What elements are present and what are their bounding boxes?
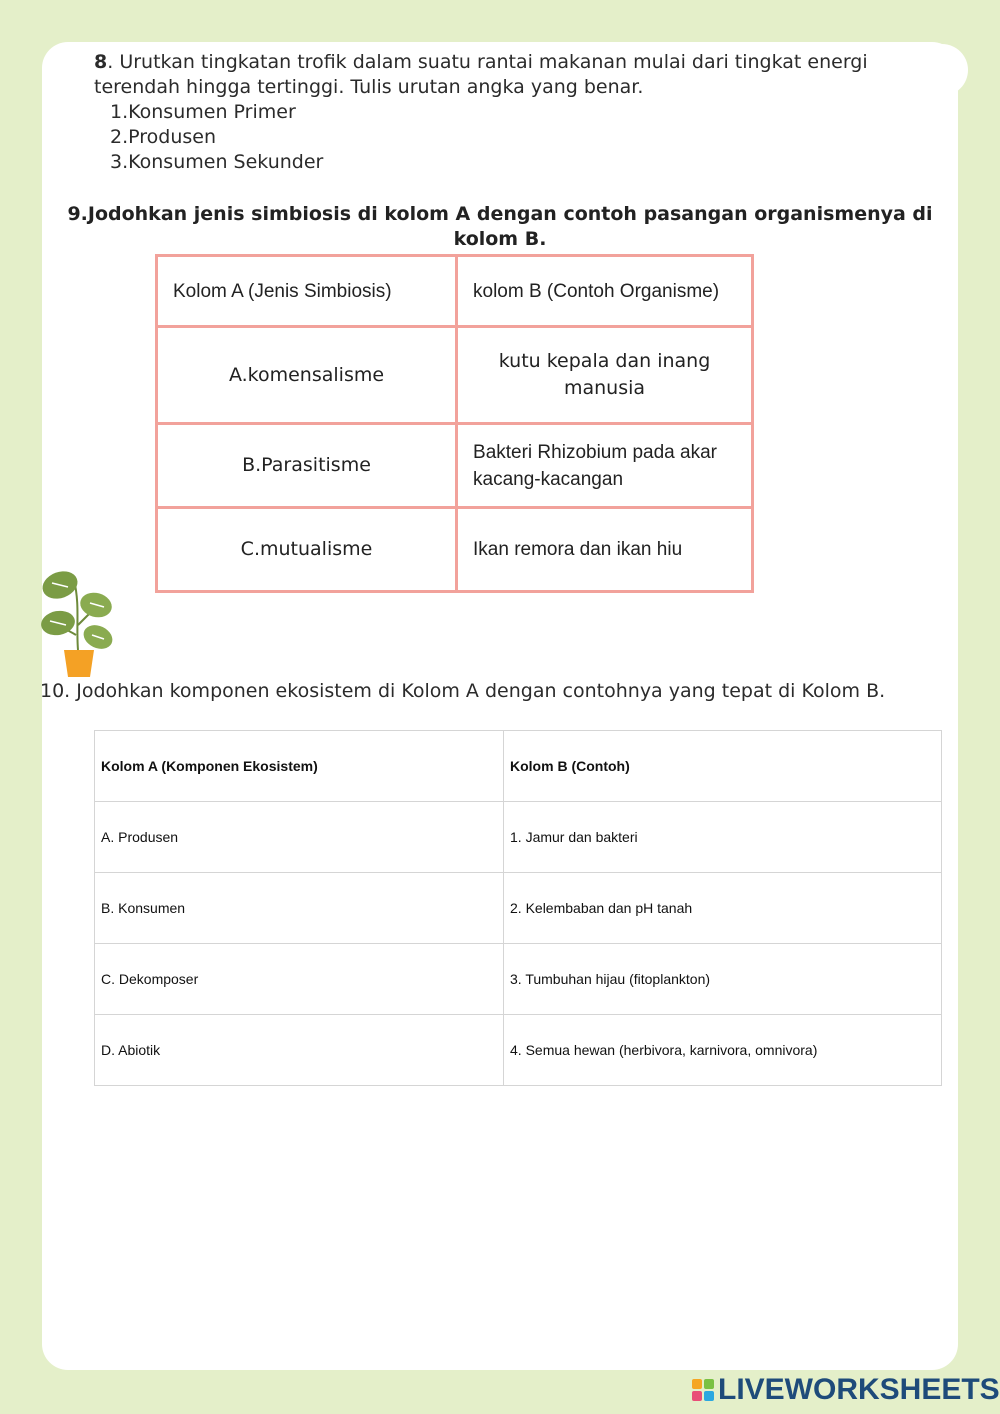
column-a-cell: B.Parasitisme (157, 424, 457, 508)
column-a-cell: C. Dekomposer (95, 944, 504, 1015)
question-10-title: 10. Jodohkan komponen ekosistem di Kolom A dengan contohnya yang tepat di Kolom B. (40, 680, 886, 702)
liveworksheets-logo[interactable] (692, 1372, 1000, 1408)
table-row (95, 944, 942, 1015)
column-a-cell: A. Produsen (95, 802, 504, 873)
column-a-cell: C.mutualisme (157, 508, 457, 592)
table-header-row (95, 731, 942, 802)
table-row (157, 508, 753, 592)
question-8-options (94, 100, 884, 175)
column-b-cell: Bakteri Rhizobium pada akar kacang-kacangan (457, 424, 753, 508)
question-9-title: 9.Jodohkan jenis simbiosis di kolom A dengan contoh pasangan organismenya di kolom B. (67, 203, 933, 250)
column-b-cell: kutu kepala dan inang manusia (457, 327, 753, 424)
column-b-cell: 4. Semua hewan (herbivora, karnivora, omnivora) (504, 1015, 942, 1086)
column-b-header: Kolom B (Contoh) (504, 731, 942, 802)
logo-square (692, 1379, 702, 1389)
question-8-option: 1.Konsumen Primer (110, 101, 296, 123)
table-row (95, 873, 942, 944)
table-row (157, 424, 753, 508)
column-a-cell: A.komensalisme (157, 327, 457, 424)
table-header-row (157, 256, 753, 327)
column-b-header: kolom B (Contoh Organisme) (457, 256, 753, 327)
question-8-number: 8 (94, 51, 108, 73)
ecosystem-table (94, 730, 942, 1086)
symbiosis-table (155, 254, 754, 593)
brand-name: LIVEWORKSHEETS (718, 1373, 1000, 1406)
question-8 (94, 50, 884, 175)
logo-square (692, 1391, 702, 1401)
table-row (95, 802, 942, 873)
logo-mark-icon (692, 1379, 714, 1401)
potted-plant-illustration (38, 565, 118, 680)
column-a-cell: D. Abiotik (95, 1015, 504, 1086)
question-8-option: 2.Produsen (110, 126, 217, 148)
column-a-header: Kolom A (Jenis Simbiosis) (157, 256, 457, 327)
card-notch (930, 44, 968, 96)
logo-square (704, 1391, 714, 1401)
column-a-header: Kolom A (Komponen Ekosistem) (95, 731, 504, 802)
column-b-cell: 2. Kelembaban dan pH tanah (504, 873, 942, 944)
table-row (157, 327, 753, 424)
table-row (95, 1015, 942, 1086)
column-b-cell: 1. Jamur dan bakteri (504, 802, 942, 873)
question-8-prompt (94, 50, 884, 100)
column-b-cell: Ikan remora dan ikan hiu (457, 508, 753, 592)
question-8-text: . Urutkan tingkatan trofik dalam suatu rantai makanan mulai dari tingkat energi terendah hingga tertinggi. Tulis urutan angka yang benar. (94, 51, 868, 98)
question-8-option: 3.Konsumen Sekunder (110, 151, 324, 173)
column-b-cell: 3. Tumbuhan hijau (fitoplankton) (504, 944, 942, 1015)
column-a-cell: B. Konsumen (95, 873, 504, 944)
logo-square (704, 1379, 714, 1389)
